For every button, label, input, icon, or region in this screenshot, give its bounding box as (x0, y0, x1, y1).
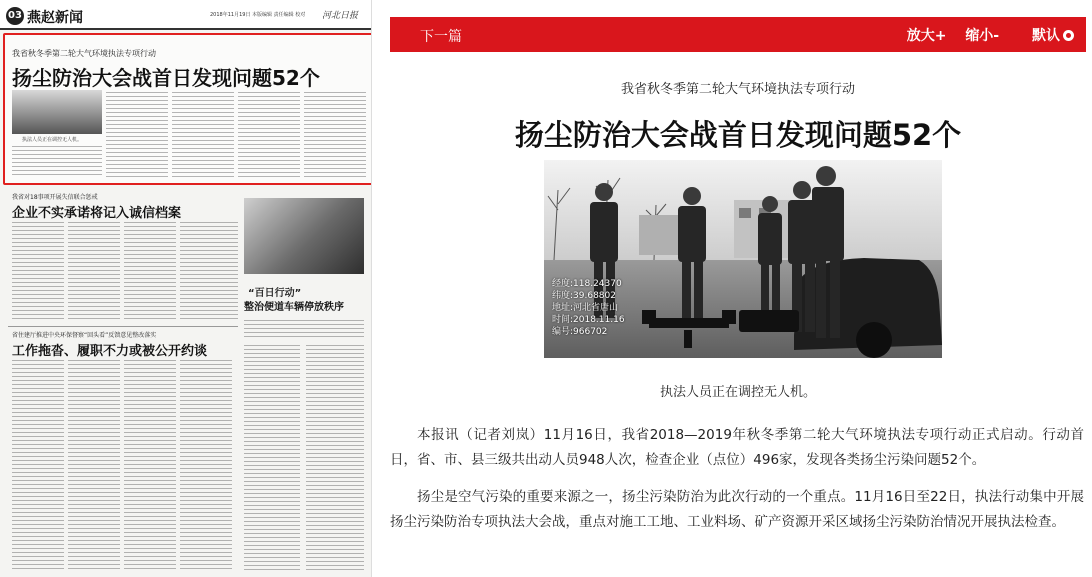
paper-headline-kicker: 我省秋冬季第二轮大气环境执法专项行动 (12, 49, 156, 58)
paper-story3-photo (244, 198, 364, 274)
article-photo (544, 160, 942, 358)
paper-text-block (12, 146, 102, 178)
watermark-line: 编号:966702 (552, 327, 608, 337)
watermark-line: 纬度:39.68802 (552, 291, 616, 301)
masthead-date: 2018年11月19日 本版编辑 责任编辑 校对 (210, 12, 306, 18)
article-paragraph: 本报讯（记者刘岚）11月16日，我省2018—2019年秋冬季第二轮大气环境执法专项行动正式启动。行动首日，省、市、县三级共出动人员948人次，检查企业（点位）496家，发现各类扬尘污染问题52个。 (390, 427, 1084, 468)
paper-text-block (304, 92, 366, 178)
paper-story4-title[interactable]: 工作拖沓、履职不力或被公开约谈 (12, 344, 208, 359)
watermark-line: 地址:河北省唐山 (552, 303, 619, 313)
paper-text-block (180, 222, 238, 322)
masthead-brand: 河北日报 (322, 11, 359, 21)
paper-text-block (238, 92, 300, 178)
paper-headline-caption: 执法人员正在调控无人机。 (22, 137, 83, 143)
reset-zoom-button[interactable] (1018, 28, 1074, 44)
paper-text-block (172, 92, 234, 178)
paper-text-block (124, 360, 176, 570)
paper-text-block (180, 360, 232, 570)
paper-story3-kicker: “百日行动” (248, 288, 302, 299)
paper-headline-title[interactable]: 扬尘防治大会战首日发现问题52个 (12, 66, 320, 90)
paper-story3-title[interactable]: 整治便道车辆停放秩序 (244, 302, 344, 313)
zoom-out-button[interactable]: 缩小- (965, 28, 1000, 44)
reset-circle-icon (1063, 30, 1074, 41)
paper-headline-photo (12, 90, 102, 134)
paper-story2-kicker: 我省对18事项开展失信联合惩戒 (12, 194, 98, 201)
photo-caption: 执法人员正在调控无人机。 (659, 385, 816, 400)
paper-text-block (12, 222, 64, 322)
newspaper-page-thumbnail[interactable] (0, 0, 372, 577)
paper-story2-title[interactable]: 企业不实承诺将记入诚信档案 (12, 206, 182, 221)
paper-divider (8, 326, 238, 327)
page-number-badge: 03 (6, 7, 24, 25)
paper-text-block (124, 222, 176, 322)
paper-text-block (244, 345, 300, 570)
article-title: 扬尘防治大会战首日发现问题52个 (514, 118, 962, 152)
paper-text-block (244, 320, 364, 338)
paper-text-block (68, 222, 120, 322)
paper-text-block (12, 360, 64, 570)
article-kicker: 我省秋冬季第二轮大气环境执法专项行动 (620, 82, 855, 97)
article-toolbar (390, 17, 1086, 52)
zoom-controls (893, 25, 1074, 45)
paper-text-block (106, 92, 168, 178)
next-article-link[interactable]: 下一篇 (420, 29, 462, 45)
paper-text-block (68, 360, 120, 570)
paper-story4-kicker: 省住建厅推进中央环保督察“回头看”反馈意见整改落实 (12, 332, 157, 339)
zoom-in-button[interactable]: 放大+ (906, 28, 947, 44)
section-name: 燕赵新闻 (27, 10, 83, 26)
reset-zoom-label: 默认 (1032, 28, 1060, 44)
watermark-line: 经度:118.24370 (552, 279, 622, 289)
paper-masthead (0, 0, 372, 30)
photo-watermark (552, 278, 625, 338)
watermark-line: 时间:2018.11.16 (552, 315, 625, 325)
paper-text-block (306, 345, 364, 570)
article-paragraph: 扬尘是空气污染的重要来源之一，扬尘污染防治为此次行动的一个重点。11月16日至22日，执法行动集中开展扬尘污染防治专项执法大会战，重点对施工工地、工业料场、矿产资源开采区域扬尘污染防治情况开展执法检查。 (390, 489, 1084, 530)
